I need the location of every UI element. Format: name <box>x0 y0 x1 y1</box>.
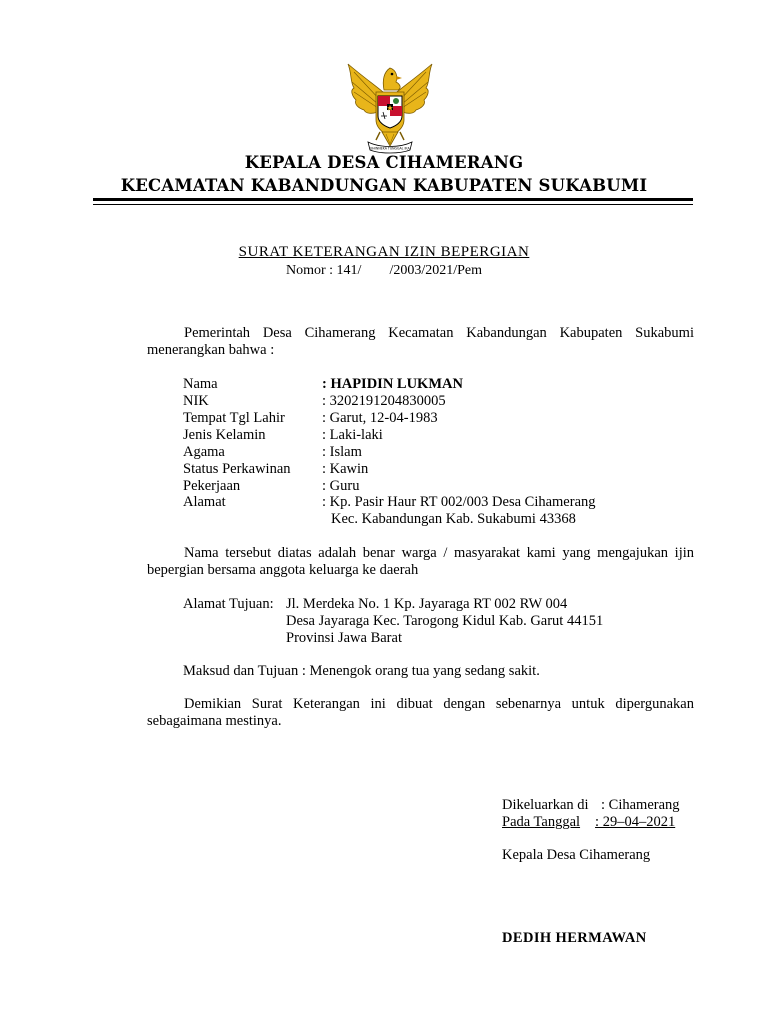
intro-line-1: Pemerintah Desa Cihamerang Kecamatan Kabandungan Kabupaten Sukabumi <box>184 325 694 341</box>
identity-value-gender: : Laki-laki <box>322 427 383 443</box>
identity-label-birth: Tempat Tgl Lahir <box>183 410 285 426</box>
statement-line-1: Nama tersebut diatas adalah benar warga / masyarakat kami yang mengajukan ijin <box>184 545 694 561</box>
destination-label: Alamat Tujuan: <box>183 596 274 612</box>
identity-label-name: Nama <box>183 376 218 392</box>
header-divider-thin <box>93 204 693 205</box>
identity-value-occupation: : Guru <box>322 478 360 494</box>
identity-value-name: : HAPIDIN LUKMAN <box>322 376 463 392</box>
intro-paragraph <box>147 325 694 359</box>
letter-number: Nomor : 141/ /2003/2021/Pem <box>286 263 482 278</box>
closing-line-1: Demikian Surat Keterangan ini dibuat dengan sebenarnya untuk dipergunakan <box>184 696 694 712</box>
identity-label-marital: Status Perkawinan <box>183 461 291 477</box>
statement-line-2: bepergian bersama anggota keluarga ke daerah <box>147 562 419 578</box>
issued-date-label: Pada Tanggal <box>502 814 581 830</box>
issued-date-row <box>502 814 688 831</box>
identity-value-marital: : Kawin <box>322 461 369 477</box>
identity-label-occupation: Pekerjaan <box>183 478 241 494</box>
header-district-title: KECAMATAN KABANDUNGAN KABUPATEN SUKABUMI <box>120 176 648 195</box>
identity-label-nik: NIK <box>183 393 209 409</box>
identity-value-religion: : Islam <box>322 444 362 460</box>
destination-line-3: Provinsi Jawa Barat <box>286 630 402 646</box>
signatory-position: Kepala Desa Cihamerang <box>502 847 651 863</box>
destination-line-2: Desa Jayaraga Kec. Tarogong Kidul Kab. Garut 44151 <box>286 613 604 629</box>
issued-at-label: Dikeluarkan di <box>502 797 589 813</box>
identity-label-gender: Jenis Kelamin <box>183 427 266 443</box>
identity-value-address-line2: Kec. Kabandungan Kab. Sukabumi 43368 <box>331 511 576 527</box>
destination-line-1: Jl. Merdeka No. 1 Kp. Jayaraga RT 002 RW 004 <box>286 596 568 612</box>
identity-label-address: Alamat <box>183 494 226 510</box>
identity-label-religion: Agama <box>183 444 225 460</box>
header-office-title: KEPALA DESA CIHAMERANG <box>244 153 524 172</box>
closing-line-2: sebagaimana mestinya. <box>147 713 282 729</box>
emblem-motto: BHINNEKA TUNGGAL IKA <box>370 146 410 151</box>
purpose-text: Maksud dan Tujuan : Menengok orang tua yang sedang sakit. <box>183 663 540 679</box>
identity-value-birth: : Garut, 12-04-1983 <box>322 410 438 426</box>
garuda-emblem-icon <box>340 56 440 156</box>
issued-at-value: : Cihamerang <box>601 797 680 813</box>
statement-paragraph <box>147 545 694 579</box>
identity-value-nik: : 3202191204830005 <box>322 393 446 409</box>
letter-title: SURAT KETERANGAN IZIN BEPERGIAN <box>238 244 530 260</box>
intro-line-2: menerangkan bahwa : <box>147 342 275 358</box>
identity-value-address: : Kp. Pasir Haur RT 002/003 Desa Cihamerang <box>322 494 596 510</box>
closing-paragraph <box>147 696 694 730</box>
issued-date-value: : 29–04–2021 <box>595 814 676 830</box>
header-divider-thick <box>93 198 693 201</box>
signatory-name: DEDIH HERMAWAN <box>502 930 647 946</box>
